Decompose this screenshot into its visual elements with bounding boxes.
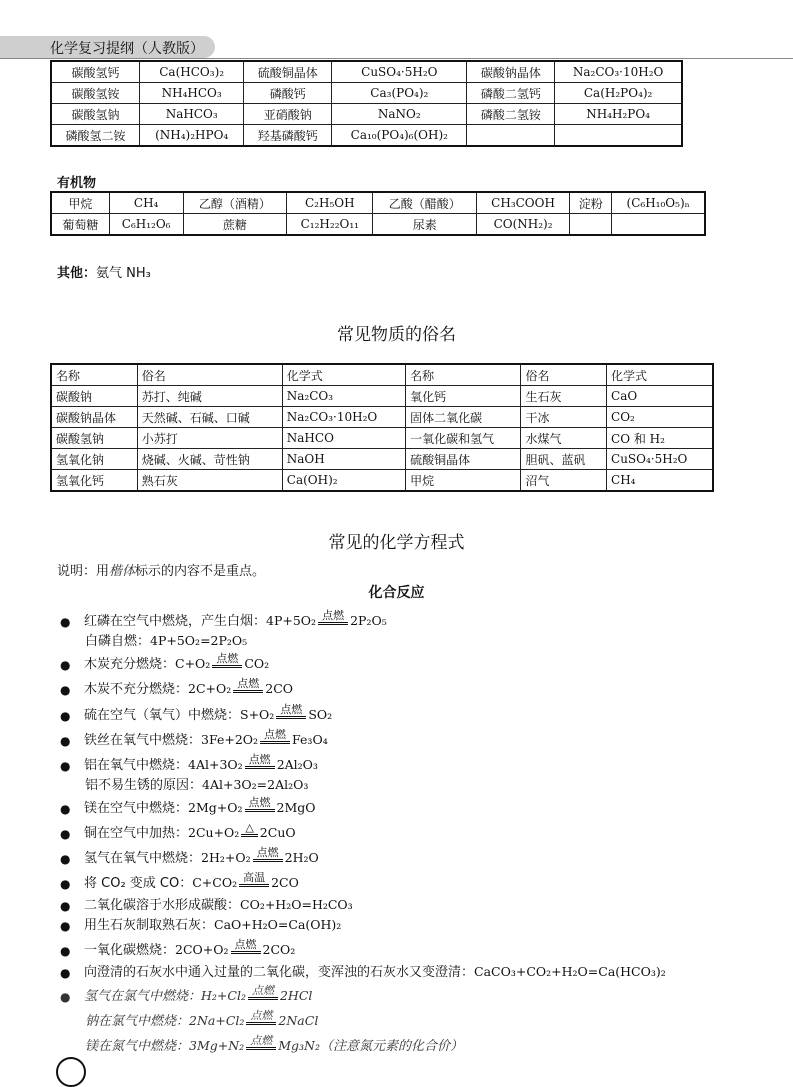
equation-description: 木炭充分燃烧：	[84, 657, 176, 672]
column-header: 俗名	[137, 364, 282, 386]
table-cell: Ca₃(PO₄)₂	[332, 83, 467, 104]
equation-item	[60, 610, 387, 629]
table-cell: 氢氧化钠	[51, 449, 137, 470]
equation: CaCO₃+CO₂+H₂O=Ca(HCO₃)₂	[474, 964, 666, 979]
bullet-icon: ●	[60, 709, 71, 723]
note-kai: 楷体	[109, 564, 136, 579]
equation-description: 白磷自燃：	[85, 634, 151, 649]
table-cell: 碳酸钠晶体	[51, 407, 137, 428]
table-cell: Na₂CO₃	[282, 386, 405, 407]
organic-label: 有机物	[57, 176, 97, 191]
table-cell: 氧化钙	[406, 386, 521, 407]
bullet-icon: ●	[60, 827, 71, 841]
equation: 3Fe+2O₂ 点燃 Fe₃O₄	[201, 728, 328, 747]
table-cell	[467, 125, 555, 147]
equation-description: 将 CO₂ 变成 CO：	[84, 876, 193, 891]
reaction-condition: 点燃	[246, 1010, 276, 1029]
table-cell	[612, 214, 705, 236]
bullet-icon: ●	[60, 802, 71, 816]
equation-description: 氢气在氯气中燃烧：	[84, 989, 202, 1004]
salts-row	[51, 104, 682, 125]
column-header: 俗名	[521, 364, 607, 386]
table-cell: 苏打、纯碱	[137, 386, 282, 407]
table-cell: (NH₄)₂HPO₄	[139, 125, 243, 147]
equation-description: 镁在氮气中燃烧：	[85, 1039, 190, 1054]
equation-item	[60, 894, 353, 913]
table-cell: 磷酸二氢铵	[467, 104, 555, 125]
table-cell: Ca(H₂PO₄)₂	[555, 83, 682, 104]
equation-content	[84, 914, 341, 933]
table-cell: CO(NH₂)₂	[477, 214, 570, 236]
page-number-circle	[56, 1057, 86, 1087]
table-cell: C₆H₁₂O₆	[109, 214, 183, 236]
equation-note: （注意氮元素的化合价）	[319, 1039, 463, 1054]
salts-row	[51, 125, 682, 147]
equation-description: 木炭不充分燃烧：	[84, 682, 189, 697]
equation-content	[84, 678, 293, 697]
equation: 2Mg+O₂ 点燃 2MgO	[188, 796, 316, 815]
salts-table	[50, 60, 683, 147]
equation-description: 二氧化碳溶于水形成碳酸：	[84, 898, 241, 913]
table-cell: CO 和 H₂	[607, 428, 713, 449]
equation-description: 向澄清的石灰水中通入过量的二氧化碳，变浑浊的石灰水又变澄清：	[84, 965, 475, 980]
note-suffix: 标示的内容不是重点。	[135, 564, 266, 579]
table-cell: CH₄	[109, 192, 183, 214]
column-header: 名称	[51, 364, 137, 386]
table-cell: CuSO₄·5H₂O	[332, 61, 467, 83]
table-cell: 碳酸氢钙	[51, 61, 139, 83]
names-row	[51, 407, 713, 428]
equation: 2C+O₂ 点燃 2CO	[188, 677, 294, 696]
reaction-condition: 点燃	[231, 939, 261, 958]
note-prefix: 说明：用	[57, 564, 110, 579]
equation-item	[60, 797, 316, 816]
reaction-condition: △	[241, 822, 257, 841]
equation-content	[84, 822, 296, 841]
table-cell: Ca₁₀(PO₄)₆(OH)₂	[332, 125, 467, 147]
column-header: 名称	[406, 364, 521, 386]
reaction-condition: 点燃	[245, 797, 275, 816]
table-cell: 乙醇（酒精）	[183, 192, 287, 214]
equation-item	[60, 914, 341, 933]
table-cell: CuSO₄·5H₂O	[607, 449, 713, 470]
equation: C+O₂ 点燃 CO₂	[175, 652, 270, 671]
bullet-icon: ●	[60, 759, 71, 773]
table-cell: CH₄	[607, 470, 713, 492]
equation-item	[60, 961, 666, 980]
reaction-condition: 点燃	[318, 610, 348, 629]
equation-item	[60, 939, 295, 958]
table-cell: 氢氧化钙	[51, 470, 137, 492]
table-cell: NaNO₂	[332, 104, 467, 125]
equation-description: 铜在空气中加热：	[84, 826, 189, 841]
equation-continuation	[85, 774, 308, 793]
header-title: 化学复习提纲（人教版）	[50, 41, 204, 57]
bullet-icon: ●	[60, 658, 71, 672]
equation: 4P+5O₂ 点燃 2P₂O₅	[266, 609, 387, 628]
equation-item	[60, 678, 293, 697]
bullet-icon: ●	[60, 683, 71, 697]
equation-item	[60, 729, 328, 748]
table-cell: 碳酸氢铵	[51, 83, 139, 104]
table-cell: C₂H₅OH	[287, 192, 373, 214]
equation: 3Mg+N₂ 点燃 Mg₃N₂	[189, 1034, 320, 1053]
table-cell: 蔗糖	[183, 214, 287, 236]
equation: 2CO+O₂ 点燃 2CO₂	[175, 938, 296, 957]
equation-description: 一氧化碳燃烧：	[84, 943, 176, 958]
equation-item	[60, 872, 299, 891]
equation: S+O₂ 点燃 SO₂	[240, 703, 333, 722]
organic-table	[50, 191, 706, 236]
equation-description: 铁丝在氧气中燃烧：	[84, 733, 202, 748]
reaction-condition: 点燃	[248, 985, 278, 1004]
table-cell: 硫酸铜晶体	[406, 449, 521, 470]
header-divider	[0, 58, 793, 59]
table-cell: 沼气	[521, 470, 607, 492]
common-names-table	[50, 363, 714, 492]
column-header: 化学式	[282, 364, 405, 386]
table-cell: 淀粉	[570, 192, 612, 214]
names-row	[51, 386, 713, 407]
table-cell: CaO	[607, 386, 713, 407]
equations-note	[57, 560, 265, 579]
table-cell: Na₂CO₃·10H₂O	[282, 407, 405, 428]
table-cell: 天然碱、石碱、口碱	[137, 407, 282, 428]
table-cell	[555, 125, 682, 147]
bullet-icon: ●	[60, 877, 71, 891]
equation-description: 红磷在空气中燃烧，产生白烟：	[84, 614, 267, 629]
table-cell: 碳酸氢钠	[51, 104, 139, 125]
table-cell: 胆矾、蓝矾	[521, 449, 607, 470]
table-cell: C₁₂H₂₂O₁₁	[287, 214, 373, 236]
equation-description: 铝不易生锈的原因：	[85, 778, 203, 793]
equation-content	[85, 634, 247, 649]
table-cell: 磷酸二氢钙	[467, 83, 555, 104]
table-cell: CH₃COOH	[477, 192, 570, 214]
reaction-condition: 点燃	[260, 729, 290, 748]
table-cell: 乙酸（醋酸）	[373, 192, 477, 214]
equation-continuation	[85, 1035, 463, 1054]
equation-description: 用生石灰制取熟石灰：	[84, 918, 215, 933]
bullet-icon: ●	[60, 919, 71, 933]
table-cell: Ca(OH)₂	[282, 470, 405, 492]
table-cell: NaOH	[282, 449, 405, 470]
equation-content	[84, 847, 319, 866]
table-cell: 葡萄糖	[51, 214, 109, 236]
reaction-condition: 点燃	[253, 847, 283, 866]
organic-row	[51, 192, 705, 214]
table-cell: 甲烷	[51, 192, 109, 214]
table-cell	[570, 214, 612, 236]
equation-content	[84, 754, 318, 773]
table-cell: Na₂CO₃·10H₂O	[555, 61, 682, 83]
equation-content	[84, 653, 269, 672]
reaction-condition: 点燃	[245, 754, 275, 773]
equation: 4Al+3O₂=2Al₂O₃	[202, 777, 309, 792]
table-cell: 磷酸氢二铵	[51, 125, 139, 147]
organic-row	[51, 214, 705, 236]
equation: 2Na+Cl₂ 点燃 2NaCl	[189, 1009, 319, 1028]
equation-description: 铝在氧气中燃烧：	[84, 758, 189, 773]
table-cell: 羟基磷酸钙	[244, 125, 332, 147]
equation-item	[60, 847, 319, 866]
equation-content	[84, 939, 295, 958]
equation-continuation	[85, 1010, 318, 1029]
equation-description: 硫在空气（氧气）中燃烧：	[84, 708, 241, 723]
reaction-condition: 点燃	[212, 653, 242, 672]
equation-content	[85, 1009, 319, 1029]
equations-title: 常见的化学方程式	[328, 533, 465, 553]
reaction-condition: 点燃	[246, 1035, 276, 1054]
equation-content	[84, 894, 353, 913]
reaction-condition: 点燃	[233, 678, 263, 697]
equation-content	[84, 985, 312, 1004]
equation: H₂+Cl₂ 点燃 2HCl	[201, 984, 313, 1003]
equation-content	[84, 729, 328, 748]
table-cell: 熟石灰	[137, 470, 282, 492]
table-cell: 生石灰	[521, 386, 607, 407]
equation-description: 钠在氯气中燃烧：	[85, 1014, 190, 1029]
equation: 2H₂+O₂ 点燃 2H₂O	[201, 846, 319, 865]
equation-item	[60, 754, 318, 773]
table-cell: 甲烷	[406, 470, 521, 492]
table-cell: NaHCO	[282, 428, 405, 449]
equation-description: 氢气在氧气中燃烧：	[84, 851, 202, 866]
table-cell: Ca(HCO₃)₂	[139, 61, 243, 83]
table-cell: 磷酸钙	[244, 83, 332, 104]
equation-item	[60, 704, 332, 723]
equation: C+CO₂ 高温 2CO	[192, 871, 299, 890]
equation-item	[60, 985, 312, 1004]
table-cell: 固体二氧化碳	[406, 407, 521, 428]
equation-content	[84, 872, 299, 891]
equation: 4Al+3O₂ 点燃 2Al₂O₃	[188, 753, 318, 772]
table-cell: 尿素	[373, 214, 477, 236]
salts-row	[51, 83, 682, 104]
table-cell: 烧碱、火碱、苛性钠	[137, 449, 282, 470]
bullet-icon: ●	[60, 966, 71, 980]
bullet-icon: ●	[60, 852, 71, 866]
table-cell: 小苏打	[137, 428, 282, 449]
reaction-condition: 点燃	[276, 704, 306, 723]
common-names-title: 常见物质的俗名	[337, 325, 456, 345]
equation: CaO+H₂O=Ca(OH)₂	[214, 917, 342, 932]
salts-row	[51, 61, 682, 83]
bullet-icon: ●	[60, 734, 71, 748]
bullet-icon: ●	[60, 899, 71, 913]
header-row	[51, 364, 713, 386]
bullet-icon: ●	[60, 990, 71, 1004]
other-line	[57, 262, 151, 281]
table-cell: 碳酸钠晶体	[467, 61, 555, 83]
equation-content	[84, 704, 332, 723]
table-cell: CO₂	[607, 407, 713, 428]
table-cell: 硫酸铜晶体	[244, 61, 332, 83]
bullet-icon: ●	[60, 944, 71, 958]
table-cell: NH₄H₂PO₄	[555, 104, 682, 125]
equation-item	[60, 653, 269, 672]
table-cell: NH₄HCO₃	[139, 83, 243, 104]
equation: 2Cu+O₂ △ 2CuO	[188, 821, 296, 840]
equations-subtitle: 化合反应	[368, 585, 425, 601]
equation: CO₂+H₂O=H₂CO₃	[240, 897, 353, 912]
equation-description: 镁在空气中燃烧：	[84, 801, 189, 816]
table-cell: 碳酸钠	[51, 386, 137, 407]
names-row	[51, 470, 713, 492]
bullet-icon: ●	[60, 615, 71, 629]
table-cell: 碳酸氢钠	[51, 428, 137, 449]
table-cell: 水煤气	[521, 428, 607, 449]
equation-content	[85, 1034, 463, 1054]
table-cell: (C₆H₁₀O₅)ₙ	[612, 192, 705, 214]
names-row	[51, 428, 713, 449]
equation-item	[60, 822, 296, 841]
equation-content	[84, 610, 387, 629]
other-text: 氨气 NH₃	[96, 266, 151, 281]
table-cell: 亚硝酸钠	[244, 104, 332, 125]
equation: 4P+5O₂=2P₂O₅	[150, 633, 248, 648]
table-cell: 干冰	[521, 407, 607, 428]
column-header: 化学式	[607, 364, 713, 386]
equation-content	[84, 961, 666, 980]
reaction-condition: 高温	[239, 872, 269, 891]
table-cell: NaHCO₃	[139, 104, 243, 125]
equation-continuation	[85, 630, 247, 649]
equation-content	[84, 797, 316, 816]
other-label: 其他：	[57, 266, 97, 281]
table-cell: 一氧化碳和氢气	[406, 428, 521, 449]
equation-content	[85, 778, 308, 793]
names-row	[51, 449, 713, 470]
